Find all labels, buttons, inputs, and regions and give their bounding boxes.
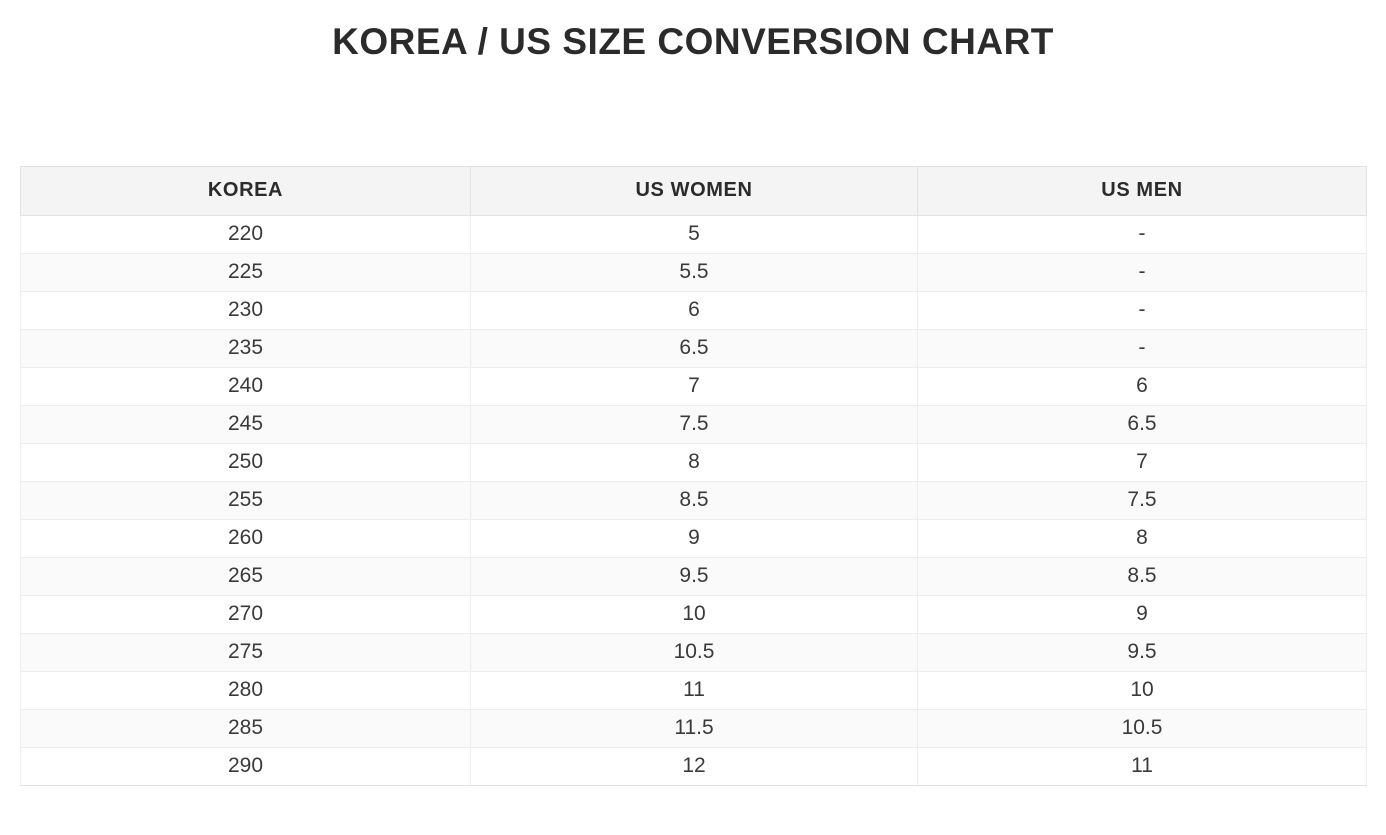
- cell-us-women: 7.5: [471, 406, 918, 444]
- cell-korea: 245: [21, 406, 471, 444]
- table-header: [21, 167, 1367, 216]
- cell-us-women: 11.5: [471, 710, 918, 748]
- cell-us-women: 11: [471, 672, 918, 710]
- cell-us-men: 8.5: [918, 558, 1367, 596]
- cell-us-men: 6: [918, 368, 1367, 406]
- cell-us-men: 9: [918, 596, 1367, 634]
- cell-us-women: 9.5: [471, 558, 918, 596]
- table-row: [21, 748, 1367, 786]
- cell-us-men: 6.5: [918, 406, 1367, 444]
- cell-us-women: 7: [471, 368, 918, 406]
- cell-korea: 250: [21, 444, 471, 482]
- size-conversion-table-container: [20, 166, 1366, 786]
- table-row: [21, 520, 1367, 558]
- size-conversion-table: [20, 166, 1367, 786]
- cell-us-women: 5: [471, 216, 918, 254]
- cell-us-men: 7: [918, 444, 1367, 482]
- table-body: [21, 216, 1367, 786]
- cell-us-women: 8.5: [471, 482, 918, 520]
- table-row: [21, 634, 1367, 672]
- cell-korea: 275: [21, 634, 471, 672]
- cell-korea: 235: [21, 330, 471, 368]
- cell-us-men: 10.5: [918, 710, 1367, 748]
- cell-us-women: 10: [471, 596, 918, 634]
- cell-korea: 225: [21, 254, 471, 292]
- table-row: [21, 672, 1367, 710]
- cell-korea: 285: [21, 710, 471, 748]
- cell-us-men: 8: [918, 520, 1367, 558]
- cell-korea: 220: [21, 216, 471, 254]
- cell-korea: 290: [21, 748, 471, 786]
- cell-us-men: 10: [918, 672, 1367, 710]
- table-row: [21, 596, 1367, 634]
- column-header-us-men: US MEN: [918, 167, 1367, 216]
- cell-us-men: 11: [918, 748, 1367, 786]
- cell-us-women: 8: [471, 444, 918, 482]
- cell-us-men: 7.5: [918, 482, 1367, 520]
- cell-us-women: 10.5: [471, 634, 918, 672]
- table-header-row: [21, 167, 1367, 216]
- cell-us-women: 5.5: [471, 254, 918, 292]
- cell-us-men: -: [918, 216, 1367, 254]
- cell-us-women: 12: [471, 748, 918, 786]
- column-header-korea: KOREA: [21, 167, 471, 216]
- cell-us-women: 9: [471, 520, 918, 558]
- table-row: [21, 558, 1367, 596]
- cell-us-men: -: [918, 254, 1367, 292]
- cell-korea: 260: [21, 520, 471, 558]
- table-row: [21, 254, 1367, 292]
- column-header-us-women: US WOMEN: [471, 167, 918, 216]
- cell-korea: 230: [21, 292, 471, 330]
- table-row: [21, 710, 1367, 748]
- table-row: [21, 482, 1367, 520]
- cell-korea: 240: [21, 368, 471, 406]
- cell-us-men: -: [918, 330, 1367, 368]
- cell-korea: 280: [21, 672, 471, 710]
- table-row: [21, 368, 1367, 406]
- table-row: [21, 330, 1367, 368]
- cell-us-women: 6.5: [471, 330, 918, 368]
- cell-us-women: 6: [471, 292, 918, 330]
- cell-korea: 255: [21, 482, 471, 520]
- cell-korea: 265: [21, 558, 471, 596]
- cell-us-men: 9.5: [918, 634, 1367, 672]
- table-row: [21, 406, 1367, 444]
- cell-us-men: -: [918, 292, 1367, 330]
- page-title: KOREA / US SIZE CONVERSION CHART: [332, 21, 1054, 62]
- table-row: [21, 216, 1367, 254]
- table-row: [21, 444, 1367, 482]
- table-row: [21, 292, 1367, 330]
- cell-korea: 270: [21, 596, 471, 634]
